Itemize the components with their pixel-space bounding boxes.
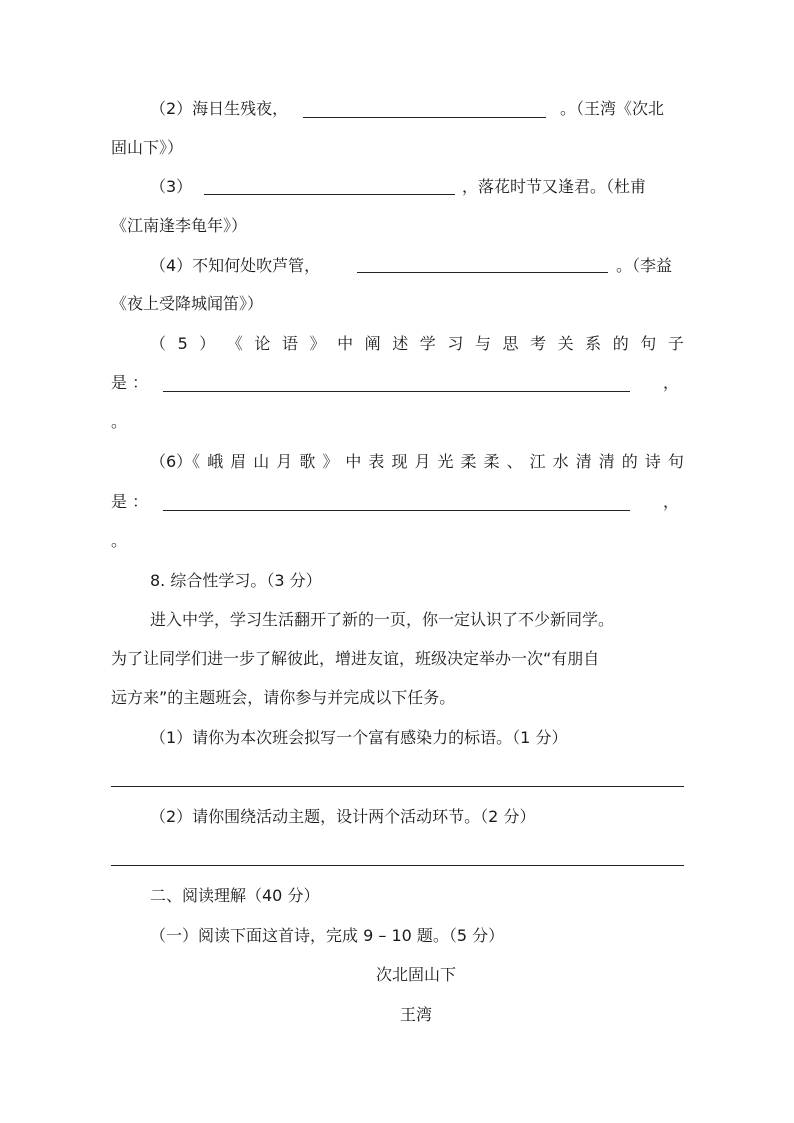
question-8-sub-2: （2）请你围绕活动主题，设计两个活动环节。（2 分） [150, 807, 536, 826]
answer-line-8-1[interactable] [111, 786, 684, 787]
q5-char: 学 [419, 334, 436, 353]
answer-blank-5[interactable] [163, 391, 630, 392]
q5-char: 思 [502, 334, 519, 353]
q5-end: 。 [111, 412, 128, 431]
answer-blank-4[interactable] [357, 272, 608, 273]
q5-comma: ， [663, 373, 680, 392]
q5-char: 阐 [364, 334, 381, 353]
question-2-source-cont: 固山下》） [111, 138, 184, 157]
q6-char: 清 [598, 452, 615, 471]
section-2-title: 二、阅读理解（40 分） [150, 886, 320, 905]
q5-char: 述 [392, 334, 409, 353]
q5-char: 中 [337, 334, 354, 353]
q5-prefix: 是 ： [111, 373, 149, 392]
question-2-source: 。（王湾《次北 [560, 99, 665, 118]
question-4-text: （4）不知何处吹芦管， [150, 256, 321, 275]
q6-char: 江 [529, 452, 546, 471]
q6-char: 歌 [299, 452, 316, 471]
q6-char: 现 [391, 452, 408, 471]
q5-char: 句 [640, 334, 657, 353]
question-2-text: （2）海日生残夜， [150, 99, 289, 118]
question-3-source-cont: 《江南逢李龟年》） [111, 216, 248, 235]
q6-char: （6）《 [150, 452, 201, 471]
q6-char: 诗 [644, 452, 661, 471]
answer-blank-6[interactable] [163, 510, 630, 511]
q6-prefix: 是 ： [111, 492, 149, 511]
q6-char: 月 [276, 452, 293, 471]
q6-char: 眉 [230, 452, 247, 471]
answer-line-8-2[interactable] [111, 865, 684, 866]
q5-char: （ [150, 334, 167, 353]
q5-char: 系 [585, 334, 602, 353]
q6-char: 柔 [483, 452, 500, 471]
q5-char: 关 [557, 334, 574, 353]
section-2-part-1: （一）阅读下面这首诗，完成 9 – 10 题。（5 分） [150, 926, 505, 945]
q5-char: 》 [309, 334, 326, 353]
q6-char: 的 [621, 452, 638, 471]
q5-char: 考 [530, 334, 547, 353]
q5-char: 论 [254, 334, 271, 353]
q6-char: 水 [552, 452, 569, 471]
q6-char: 、 [506, 452, 523, 471]
q6-char: 光 [437, 452, 454, 471]
q6-char: 柔 [460, 452, 477, 471]
q6-char: 》 [322, 452, 339, 471]
q5-char: 5 [177, 334, 188, 353]
q6-char: 表 [368, 452, 385, 471]
q5-char: 子 [667, 334, 684, 353]
question-4-source: 。（李益 [616, 256, 673, 275]
poem-author: 王湾 [399, 1005, 432, 1024]
answer-blank-2[interactable] [303, 117, 546, 118]
q6-char: 清 [575, 452, 592, 471]
q6-char: 山 [253, 452, 270, 471]
question-4-source-cont: 《夜上受降城闻笛》） [111, 294, 264, 313]
q5-char: 习 [447, 334, 464, 353]
question-5-line [150, 332, 684, 356]
q5-char: 语 [281, 334, 298, 353]
q5-char: 的 [612, 334, 629, 353]
q6-comma: ， [663, 492, 680, 511]
question-3-number: （3） [150, 177, 193, 196]
question-8-intro-1: 进入中学，学习生活翻开了新的一页，你一定认识了不少新同学。 [150, 610, 615, 629]
q5-char: ） [199, 334, 216, 353]
q5-char: 与 [474, 334, 491, 353]
q6-char: 句 [667, 452, 684, 471]
question-8-intro-2: 为了让同学们进一步了解彼此，增进友谊，班级决定举办一次“有朋自 [111, 649, 600, 668]
question-3-text: ，落花时节又逢君。（杜甫 [462, 177, 647, 196]
question-8-intro-3: 远方来”的主题班会，请你参与并完成以下任务。 [111, 688, 456, 707]
answer-blank-3[interactable] [204, 194, 455, 195]
q6-end: 。 [111, 531, 128, 550]
q6-char: 峨 [207, 452, 224, 471]
poem-title: 次北固山下 [375, 965, 456, 984]
question-8-sub-1: （1）请你为本次班会拟写一个富有感染力的标语。（1 分） [150, 728, 568, 747]
question-8-title: 8. 综合性学习。（3 分） [150, 571, 322, 590]
q6-char: 月 [414, 452, 431, 471]
q6-char: 中 [345, 452, 362, 471]
question-6-line [150, 450, 684, 474]
q5-char: 《 [226, 334, 243, 353]
